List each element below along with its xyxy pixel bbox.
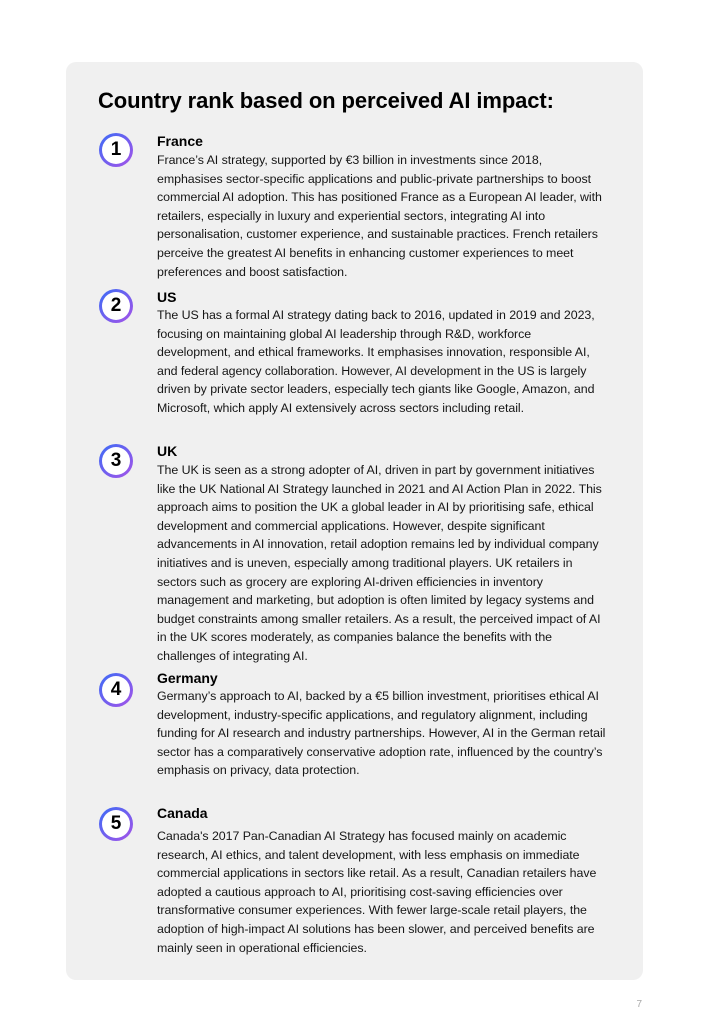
- country-name: UK: [157, 443, 178, 459]
- country-description: Germany’s approach to AI, backed by a €5 billion investment, prioritises ethical AI development, industry-specific applications, and regulatory alignment, including funding for AI research and industry partnerships. However, AI in the German retail sector has a comparatively conservative adoption rate, influenced by the country’s emphasis on privacy, data protection.: [157, 689, 606, 778]
- country-description: Canada's 2017 Pan-Canadian AI Strategy has focused mainly on academic research, AI ethics, and talent development, with less emphasis on immediate commercial applications in sectors like retail. As a result, Canadian retailers have adopted a cautious approach to AI, prioritising cost-saving efficiencies over transformative consumer experiences. With fewer large-scale retail players, the adoption of high-impact AI solutions has been slower, and perceived benefits are mainly seen in operational efficiencies.: [157, 829, 597, 955]
- rank-number: 2: [102, 292, 130, 320]
- country-description: France’s AI strategy, supported by €3 billion in investments since 2018, emphasises sector-specific applications and public-private partnerships to boost commercial AI adoption. This has positioned France as a European AI leader, with retailers, especially in luxury and experiential sectors, integrating AI into personalisation, customer experience, and sustainable practices. French retailers perceive the greatest AI benefits in enhancing customer experiences to meet preferences and boost satisfaction.: [157, 153, 602, 279]
- rank-number: 1: [102, 136, 130, 164]
- rank-badge-3: [99, 444, 133, 478]
- country-name: Canada: [157, 805, 208, 821]
- rank-badge-4: [99, 673, 133, 707]
- rank-badge-5: [99, 807, 133, 841]
- rank-number: 4: [102, 676, 130, 704]
- rank-number: 3: [102, 447, 130, 475]
- rank-badge-1: [99, 133, 133, 167]
- rank-badge-2: [99, 289, 133, 323]
- rank-number: 5: [102, 810, 130, 838]
- country-name: France: [157, 133, 203, 149]
- country-name: Germany: [157, 670, 218, 686]
- country-name: US: [157, 289, 177, 305]
- page-number: 7: [636, 999, 642, 1010]
- country-description: The UK is seen as a strong adopter of AI, driven in part by government initiatives like the UK National AI Strategy launched in 2021 and AI Action Plan in 2022. This approach aims to position the UK a global leader in AI by prioritising safe, ethical development and commercial applications. However, despite significant advancements in AI innovation, retail adoption remains led by individual company initiatives and is uneven, especially among traditional players. UK retailers in sectors such as grocery are exploring AI-driven efficiencies in inventory management and marketing, but adoption is often limited by legacy systems and budget constraints among smaller retailers. As a result, the perceived impact of AI in the UK scores moderately, as companies balance the benefits with the challenges of integrating AI.: [157, 463, 602, 663]
- country-description: The US has a formal AI strategy dating back to 2016, updated in 2019 and 2023, focusing on maintaining global AI leadership through R&D, workforce development, and ethical frameworks. It emphasises innovation, responsible AI, and federal agency collaboration. However, AI development in the US is largely driven by private sector leaders, especially tech giants like Google, Amazon, and Microsoft, which apply AI extensively across sectors including retail.: [157, 308, 595, 415]
- page-title: Country rank based on perceived AI impact:: [98, 88, 554, 113]
